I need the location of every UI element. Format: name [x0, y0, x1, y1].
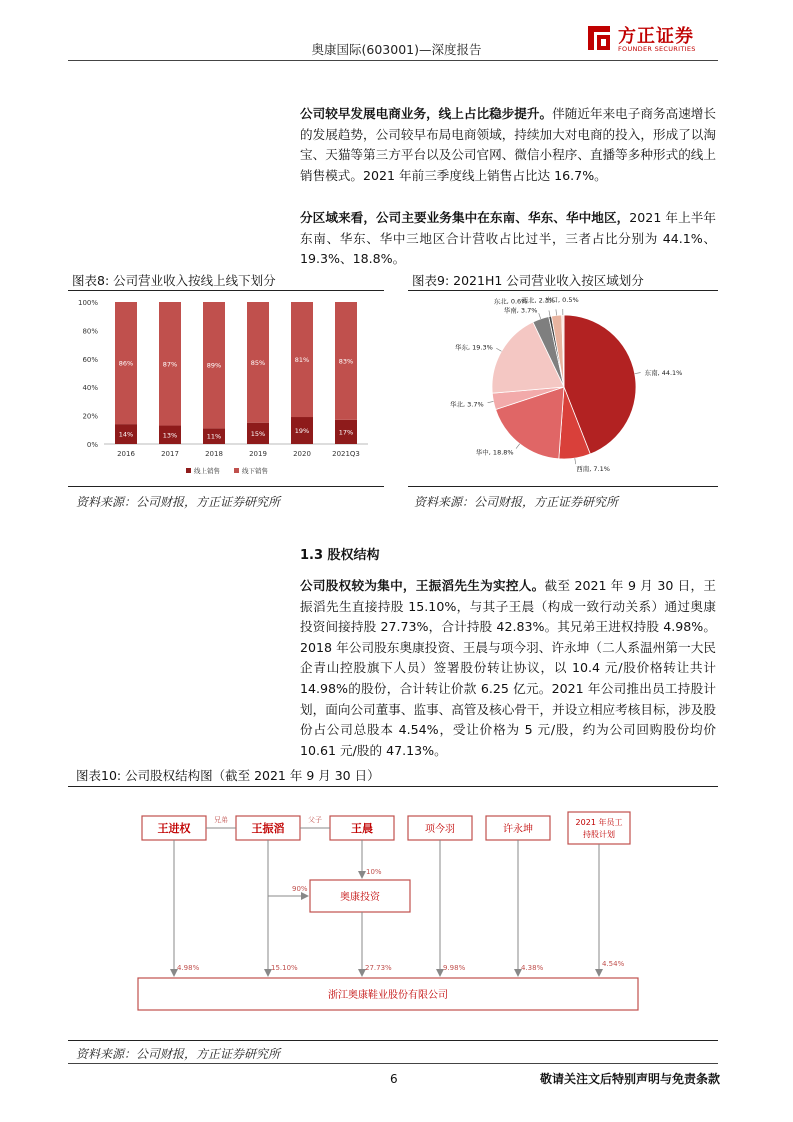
- paragraph-ownership: [300, 576, 716, 761]
- node-xjy: 项今羽: [425, 824, 455, 835]
- fig10-caption-rule: [68, 786, 718, 787]
- section-title: 1.3 股权结构: [300, 548, 380, 563]
- node-company: 浙江奥康鞋业股份有限公司: [328, 990, 448, 1001]
- x-tick-label: 2019: [249, 450, 267, 458]
- fig9-caption: 图表9: 2021H1 公司营业收入按区域划分: [412, 273, 644, 288]
- legend-swatch: [186, 468, 191, 473]
- bar-value-label: 81%: [294, 356, 310, 365]
- pie-leader-line: [539, 313, 541, 319]
- pie-label: 华中, 18.8%: [475, 448, 514, 457]
- logo-text-cn: 方正证券: [618, 26, 694, 47]
- fig10-source: 资料来源：公司财报，方正证券研究所: [76, 1047, 281, 1061]
- x-tick-label: 2021Q3: [332, 450, 360, 458]
- ownership-structure-diagram: [68, 788, 718, 1034]
- founder-logo: [586, 22, 726, 58]
- pie-leader-line: [635, 373, 641, 374]
- node-esop-line1: 2021 年员工: [575, 818, 623, 827]
- node-wjq: 王进权: [157, 822, 191, 835]
- y-tick-label: 100%: [77, 299, 98, 307]
- pie-leader-line: [516, 444, 520, 449]
- pie-label: 东北, 0.6%: [493, 297, 528, 306]
- bar-value-label: 11%: [206, 432, 222, 441]
- pie-label: 西北, 2.3%: [521, 296, 556, 305]
- bar-value-label: 86%: [118, 359, 134, 368]
- pct-esop: 4.54%: [602, 960, 625, 968]
- paragraph-online-sales: [300, 104, 716, 186]
- paragraph-online-sales-lead: 公司较早发展电商业务，线上占比稳步提升。: [300, 106, 553, 121]
- pie-leader-line: [556, 309, 557, 315]
- label-father-son: 父子: [308, 816, 322, 824]
- legend-swatch: [234, 468, 239, 473]
- page-number: 6: [390, 1072, 398, 1086]
- pct-akt: 27.73%: [365, 964, 392, 972]
- fig10-bottom-rule: [68, 1040, 718, 1041]
- header-rule: [68, 60, 718, 61]
- bar-value-label: 89%: [206, 361, 222, 370]
- node-xyk: 许永坤: [503, 824, 533, 835]
- fig8-source: 资料来源：公司财报，方正证券研究所: [76, 495, 281, 509]
- fig9-caption-rule: [408, 290, 718, 291]
- y-tick-label: 80%: [82, 327, 98, 336]
- bar-value-label: 14%: [118, 430, 134, 439]
- paragraph-online-sales-body: 伴随近年来电子商务高速增长的发展趋势，公司较早布局电商领域，持续加大对电商的投入，形成了以淘宝、天猫等第三方平台以及公司官网、微信小程序、直播等多种形式的线上销售模式。2021 年前三季度线上销售占比达 16.7%。: [300, 106, 717, 183]
- x-tick-label: 2016: [117, 450, 135, 458]
- logo-text-en: FOUNDER SECURITIES: [618, 45, 696, 53]
- pct-wc-akt: 10%: [366, 868, 382, 876]
- bar-value-label: 15%: [250, 429, 266, 438]
- pie-leader-line: [496, 348, 501, 351]
- paragraph-regions: [300, 208, 716, 270]
- pie-label: 西南, 7.1%: [576, 465, 610, 474]
- pct-wzt: 15.10%: [271, 964, 298, 972]
- paragraph-regions-lead: 分区域来看，公司主要业务集中在东南、华东、华中地区，: [300, 210, 630, 225]
- footer-disclaimer: 敬请关注文后特别声明与免责条款: [540, 1072, 721, 1086]
- legend-label: 线上销售: [194, 467, 220, 475]
- paragraph-ownership-lead: 公司股权较为集中，王振滔先生为实控人。: [300, 578, 545, 593]
- node-akt: 奥康投资: [340, 892, 380, 903]
- pie-label: 华北, 3.7%: [450, 400, 484, 409]
- report-header-title: 奥康国际(603001)—深度报告: [311, 42, 482, 57]
- legend-label: 线下销售: [242, 467, 268, 475]
- footer-rule: [68, 1063, 718, 1064]
- paragraph-regions-body: 2021 年上半年东南、华东、华中三地区合计营收占比过半，三者占比分别为 44.1%、19.3%、18.8%。: [300, 210, 716, 267]
- fig9-source: 资料来源：公司财报，方正证券研究所: [414, 495, 619, 509]
- founder-logo-icon: [586, 24, 612, 52]
- fig10-caption: 图表10: 公司股权结构图（截至 2021 年 9 月 30 日）: [76, 768, 380, 783]
- bar-value-label: 13%: [162, 431, 178, 440]
- online-offline-bar-chart: [68, 292, 384, 484]
- y-tick-label: 20%: [82, 412, 98, 421]
- x-tick-label: 2020: [293, 450, 311, 458]
- node-esop-line2: 持股计划: [583, 830, 615, 839]
- fig8-caption-rule: [68, 290, 384, 291]
- x-tick-label: 2018: [205, 450, 223, 458]
- fig8-bottom-rule: [68, 486, 384, 487]
- label-brothers: 兄弟: [214, 816, 228, 824]
- pct-wzt-akt: 90%: [292, 885, 308, 893]
- pie-label: 出口, 0.5%: [544, 296, 579, 305]
- y-tick-label: 0%: [86, 441, 98, 449]
- fig9-bottom-rule: [408, 486, 718, 487]
- bar-value-label: 17%: [338, 428, 354, 437]
- pct-xjy: 9.98%: [443, 964, 466, 972]
- bar-value-label: 19%: [294, 427, 310, 436]
- pie-label: 华南, 3.7%: [503, 306, 538, 315]
- pie-label: 华东, 19.3%: [455, 343, 493, 352]
- pie-leader-line: [575, 458, 576, 464]
- y-tick-label: 40%: [82, 384, 98, 393]
- bar-value-label: 83%: [338, 357, 354, 366]
- pct-xyk: 4.38%: [521, 964, 544, 972]
- pie-label: 东南, 44.1%: [644, 368, 683, 377]
- y-tick-label: 60%: [82, 355, 98, 364]
- node-box-esop: [568, 812, 630, 844]
- region-pie-chart: [408, 292, 718, 484]
- paragraph-ownership-body: 截至 2021 年 9 月 30 日，王振滔先生直接持股 15.10%，与其子王晨（构成一致行动关系）通过奥康投资间接持股 27.73%，合计持股 42.83%。其兄弟王进权持股 4.98%。2018 年公司股东奥康投资、王晨与项今羽、许永坤（二人系温州第一大民企青山控股旗下人员）签署股份转让协议，以 10.4 元/股价格转让共计 14.98%的股份，合计转让价款 6.25 亿元。2021 年公司推出员工持股计划，面向公司董事、监事、高管及核心骨干，并设立相应考核目标，涉及股份占公司总股本 4.54%，受让价格为 5 元/股，约为公司回购股份均价 10.61 元/股的 47.13%。: [300, 578, 717, 758]
- pie-leader-line: [488, 401, 494, 402]
- pie-leader-line: [549, 310, 550, 316]
- x-tick-label: 2017: [161, 450, 179, 458]
- fig8-caption: 图表8: 公司营业收入按线上线下划分: [72, 273, 276, 288]
- bar-value-label: 87%: [162, 360, 178, 369]
- pct-wjq: 4.98%: [177, 964, 200, 972]
- node-wzt: 王振滔: [251, 822, 285, 835]
- bar-value-label: 85%: [250, 358, 266, 367]
- node-wc: 王晨: [351, 822, 373, 835]
